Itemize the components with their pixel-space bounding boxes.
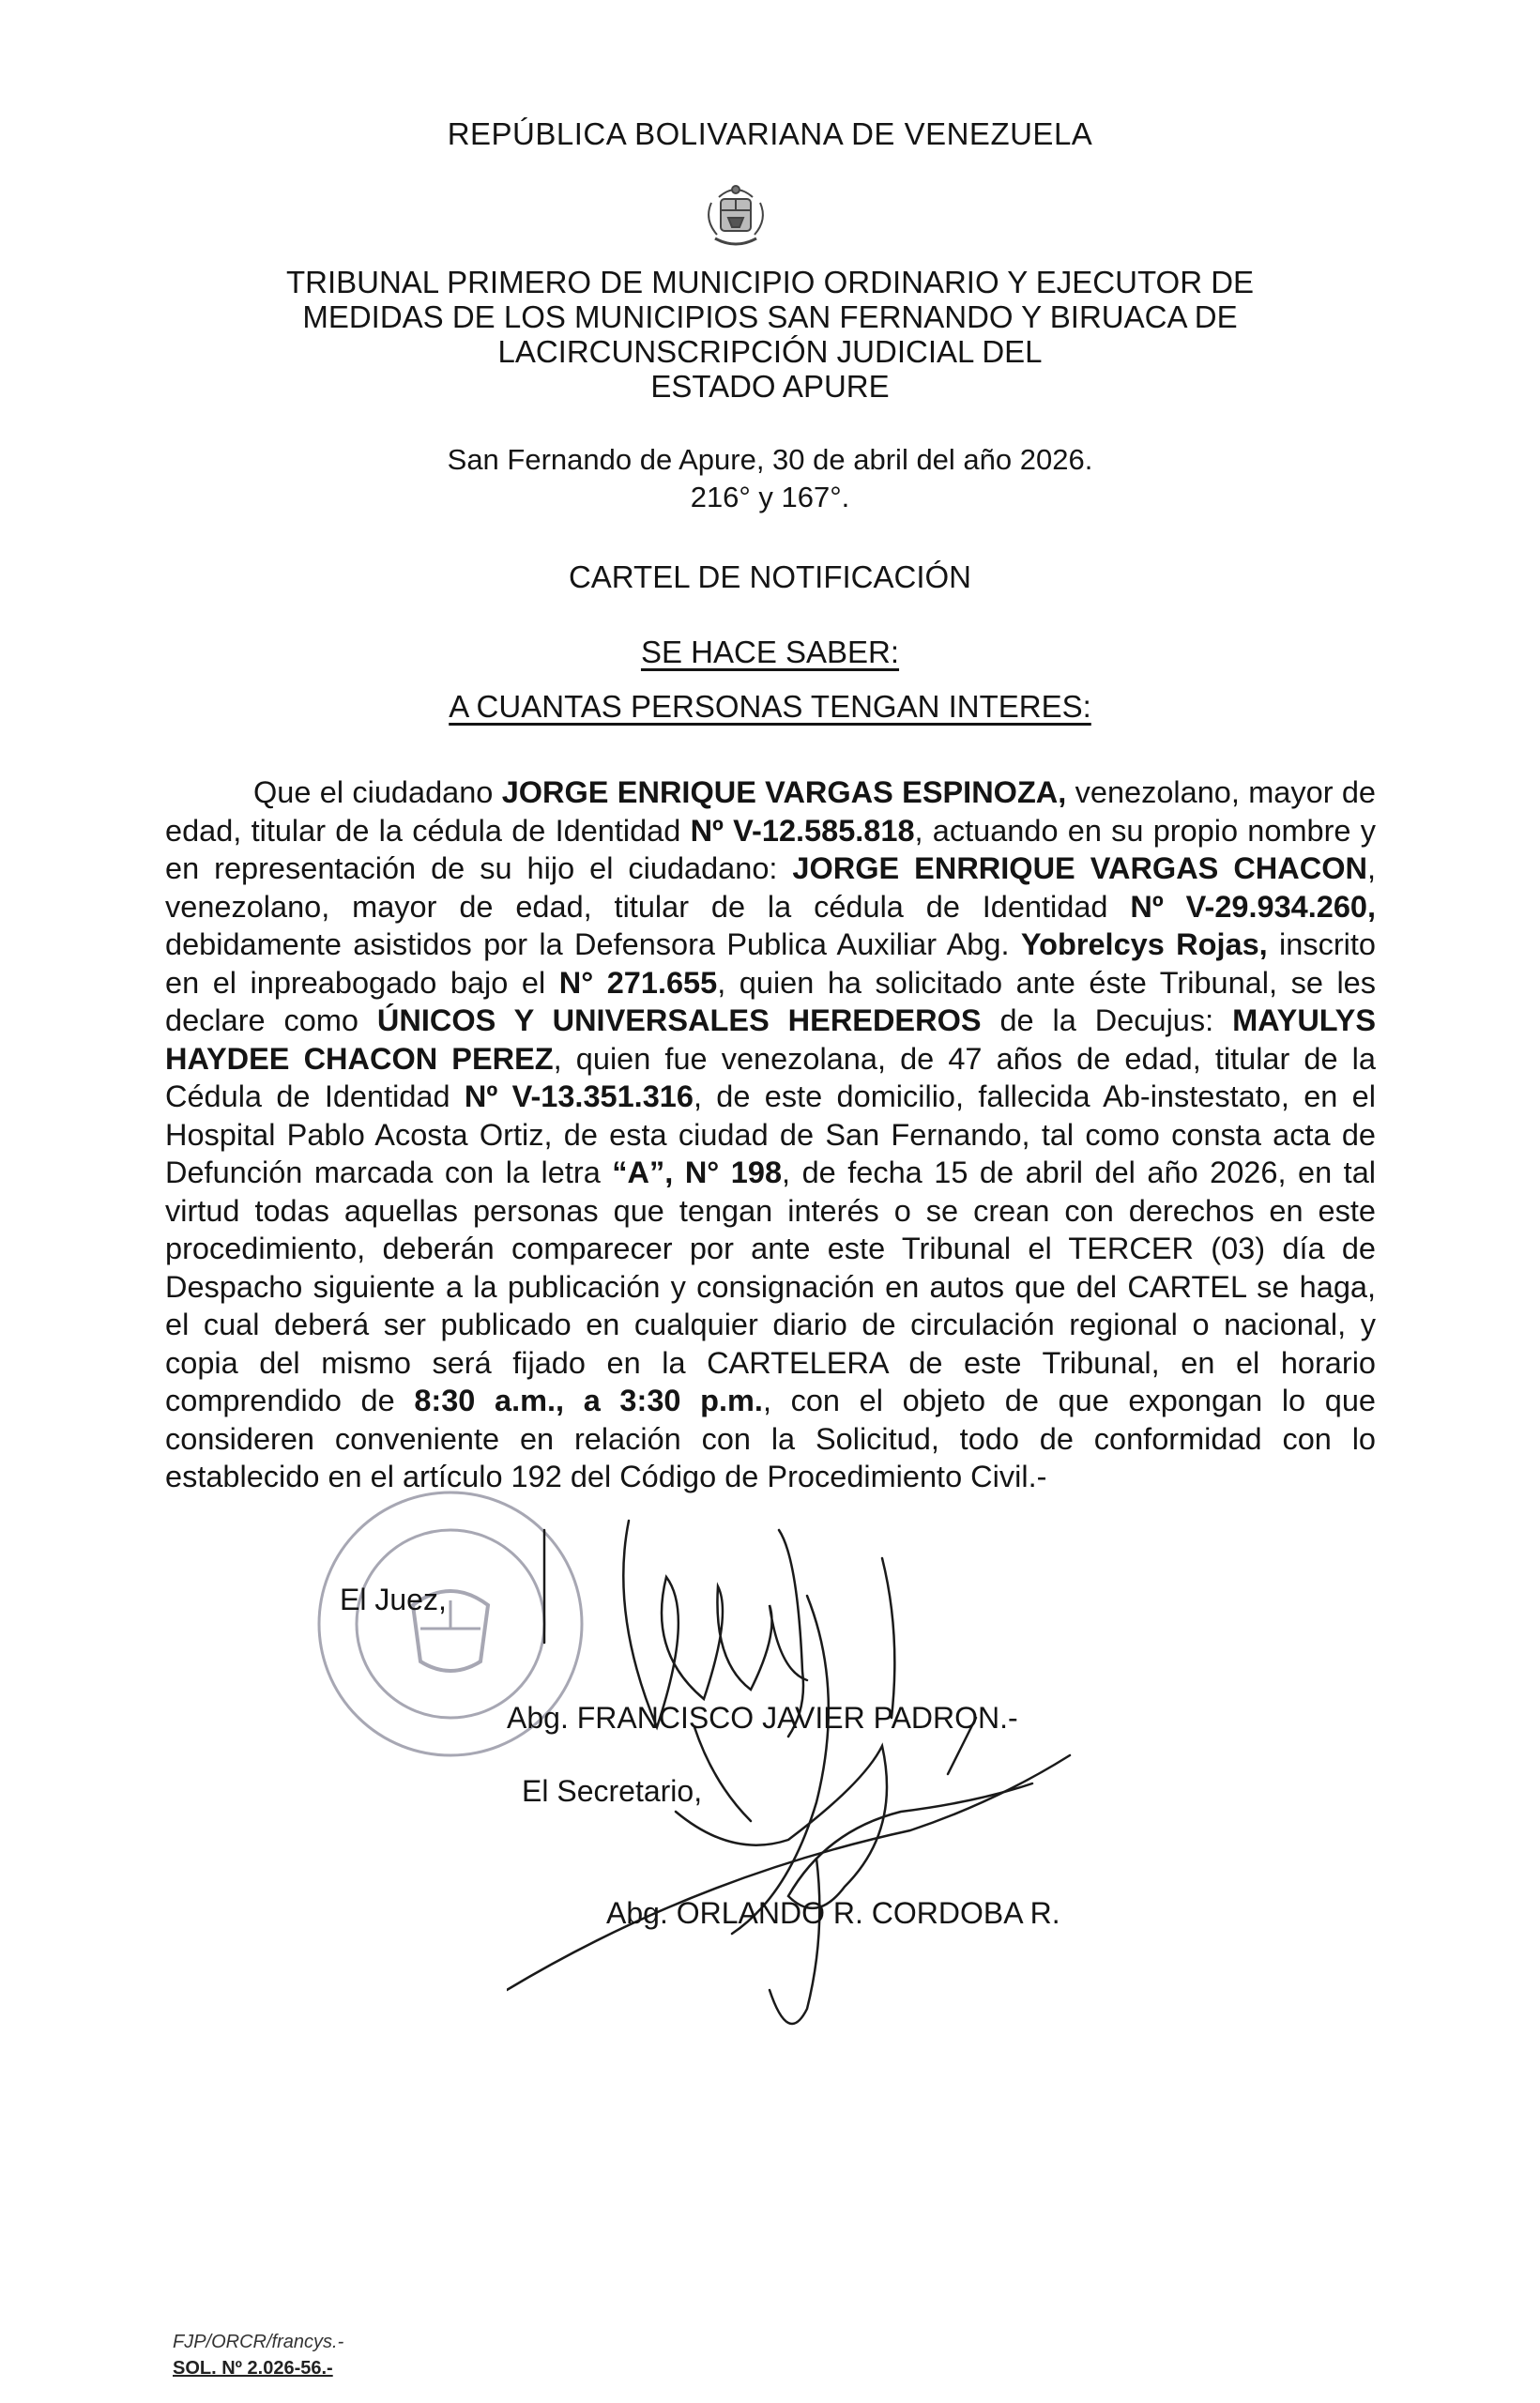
secretary-label: El Secretario, (522, 1774, 703, 1808)
country-heading: REPÚBLICA BOLIVARIANA DE VENEZUELA (447, 116, 1093, 151)
notice-audience: A CUANTAS PERSONAS TENGAN INTERES: (449, 689, 1091, 724)
court-line: LACIRCUNSCRIPCIÓN JUDICIAL DEL (497, 334, 1043, 369)
lawyer-name: Yobrelcys Rojas, (1020, 927, 1268, 961)
handwritten-signatures (507, 1502, 1145, 2028)
court-line: MEDIDAS DE LOS MUNICIPIOS SAN FERNANDO Y BIRUACA DE (302, 299, 1238, 334)
applicant-id: Nº V-12.585.818 (690, 813, 915, 848)
coat-of-arms-icon (691, 176, 781, 261)
deceased-name: MAYULYS HAYDEE CHACON PEREZ (165, 1003, 1377, 1076)
request-number: SOL. Nº 2.026-56.- (173, 2358, 333, 2379)
deceased-id: Nº V-13.351.316 (464, 1079, 694, 1113)
judge-name: Abg. FRANCISCO JAVIER PADRON.- (507, 1701, 1018, 1735)
heirs-declaration: ÚNICOS Y UNIVERSALES HEREDEROS (376, 1003, 982, 1037)
notice-subtitle: SE HACE SABER: (640, 635, 900, 669)
notice-title: CARTEL DE NOTIFICACIÓN (568, 559, 972, 594)
court-name (0, 265, 1540, 404)
court-line: ESTADO APURE (650, 369, 890, 404)
date-block (0, 441, 1540, 516)
son-id: Nº V-29.934.260, (1130, 889, 1377, 924)
years-line: 216° y 167°. (690, 481, 850, 513)
date-line: San Fernando de Apure, 30 de abril del año 2026. (447, 443, 1093, 476)
inpre-number: N° 271.655 (558, 965, 718, 1000)
reference-initials: FJP/ORCR/francys.- (173, 2332, 344, 2352)
secretary-name: Abg. ORLANDO R. CORDOBA R. (606, 1896, 1060, 1930)
applicant-name: JORGE ENRIQUE VARGAS ESPINOZA, (501, 775, 1067, 809)
court-line: TRIBUNAL PRIMERO DE MUNICIPIO ORDINARIO Y EJECUTOR DE (285, 265, 1255, 299)
judge-label: El Juez, (340, 1583, 447, 1616)
son-name: JORGE ENRRIQUE VARGAS CHACON (792, 851, 1367, 885)
notice-body: Que el ciudadano JORGE ENRIQUE VARGAS ESPINOZA, venezolano, mayor de edad, titular de la cédula de Identidad Nº V-12.585.818, actuando en su propio nombre y en representación de su hijo el ciudadano: JORGE ENRRIQUE VARGAS CHACON, venezolano, mayor de edad, titular de la cédula de Identidad Nº V-29.934.260, debidamente asistidos por la Defensora Publica Auxiliar Abg. Yobrelcys Rojas, inscrito en el inpreabogado bajo el N° 271.655, quien ha solicitado ante éste Tribunal, se les declare como ÚNICOS Y UNIVERSALES HEREDEROS de la Decujus: MAYULYS HAYDEE CHACON PEREZ, quien fue venezolana, de 47 años de edad, titular de la Cédula de Identidad Nº V-13.351.316, de este domicilio, fallecida Ab-instestato, en el Hospital Pablo Acosta Ortiz, de esta ciudad de San Fernando, tal como consta acta de Defunción marcada con la letra “A”, N° 198, de fecha 15 de abril del año 2026, en tal virtud todas aquellas personas que tengan interés o se crean con derechos en este procedimiento, deberán comparecer por ante este Tribunal el TERCER (03) día de Despacho siguiente a la publicación y consignación en autos que del CARTEL se haga, el cual deberá ser publicado en cualquier diario de circulación regional o nacional, y copia del mismo será fijado en la CARTELERA de este Tribunal, en el horario comprendido de 8:30 a.m., a 3:30 p.m., con el objeto de que expongan lo que consideren conveniente en relación con la Solicitud, todo de conformidad con lo establecido en el artículo 192 del Código de Procedimiento Civil.- (165, 775, 1377, 1493)
office-hours: 8:30 a.m., a 3:30 p.m. (414, 1384, 763, 1417)
death-record: “A”, N° 198 (612, 1156, 783, 1189)
